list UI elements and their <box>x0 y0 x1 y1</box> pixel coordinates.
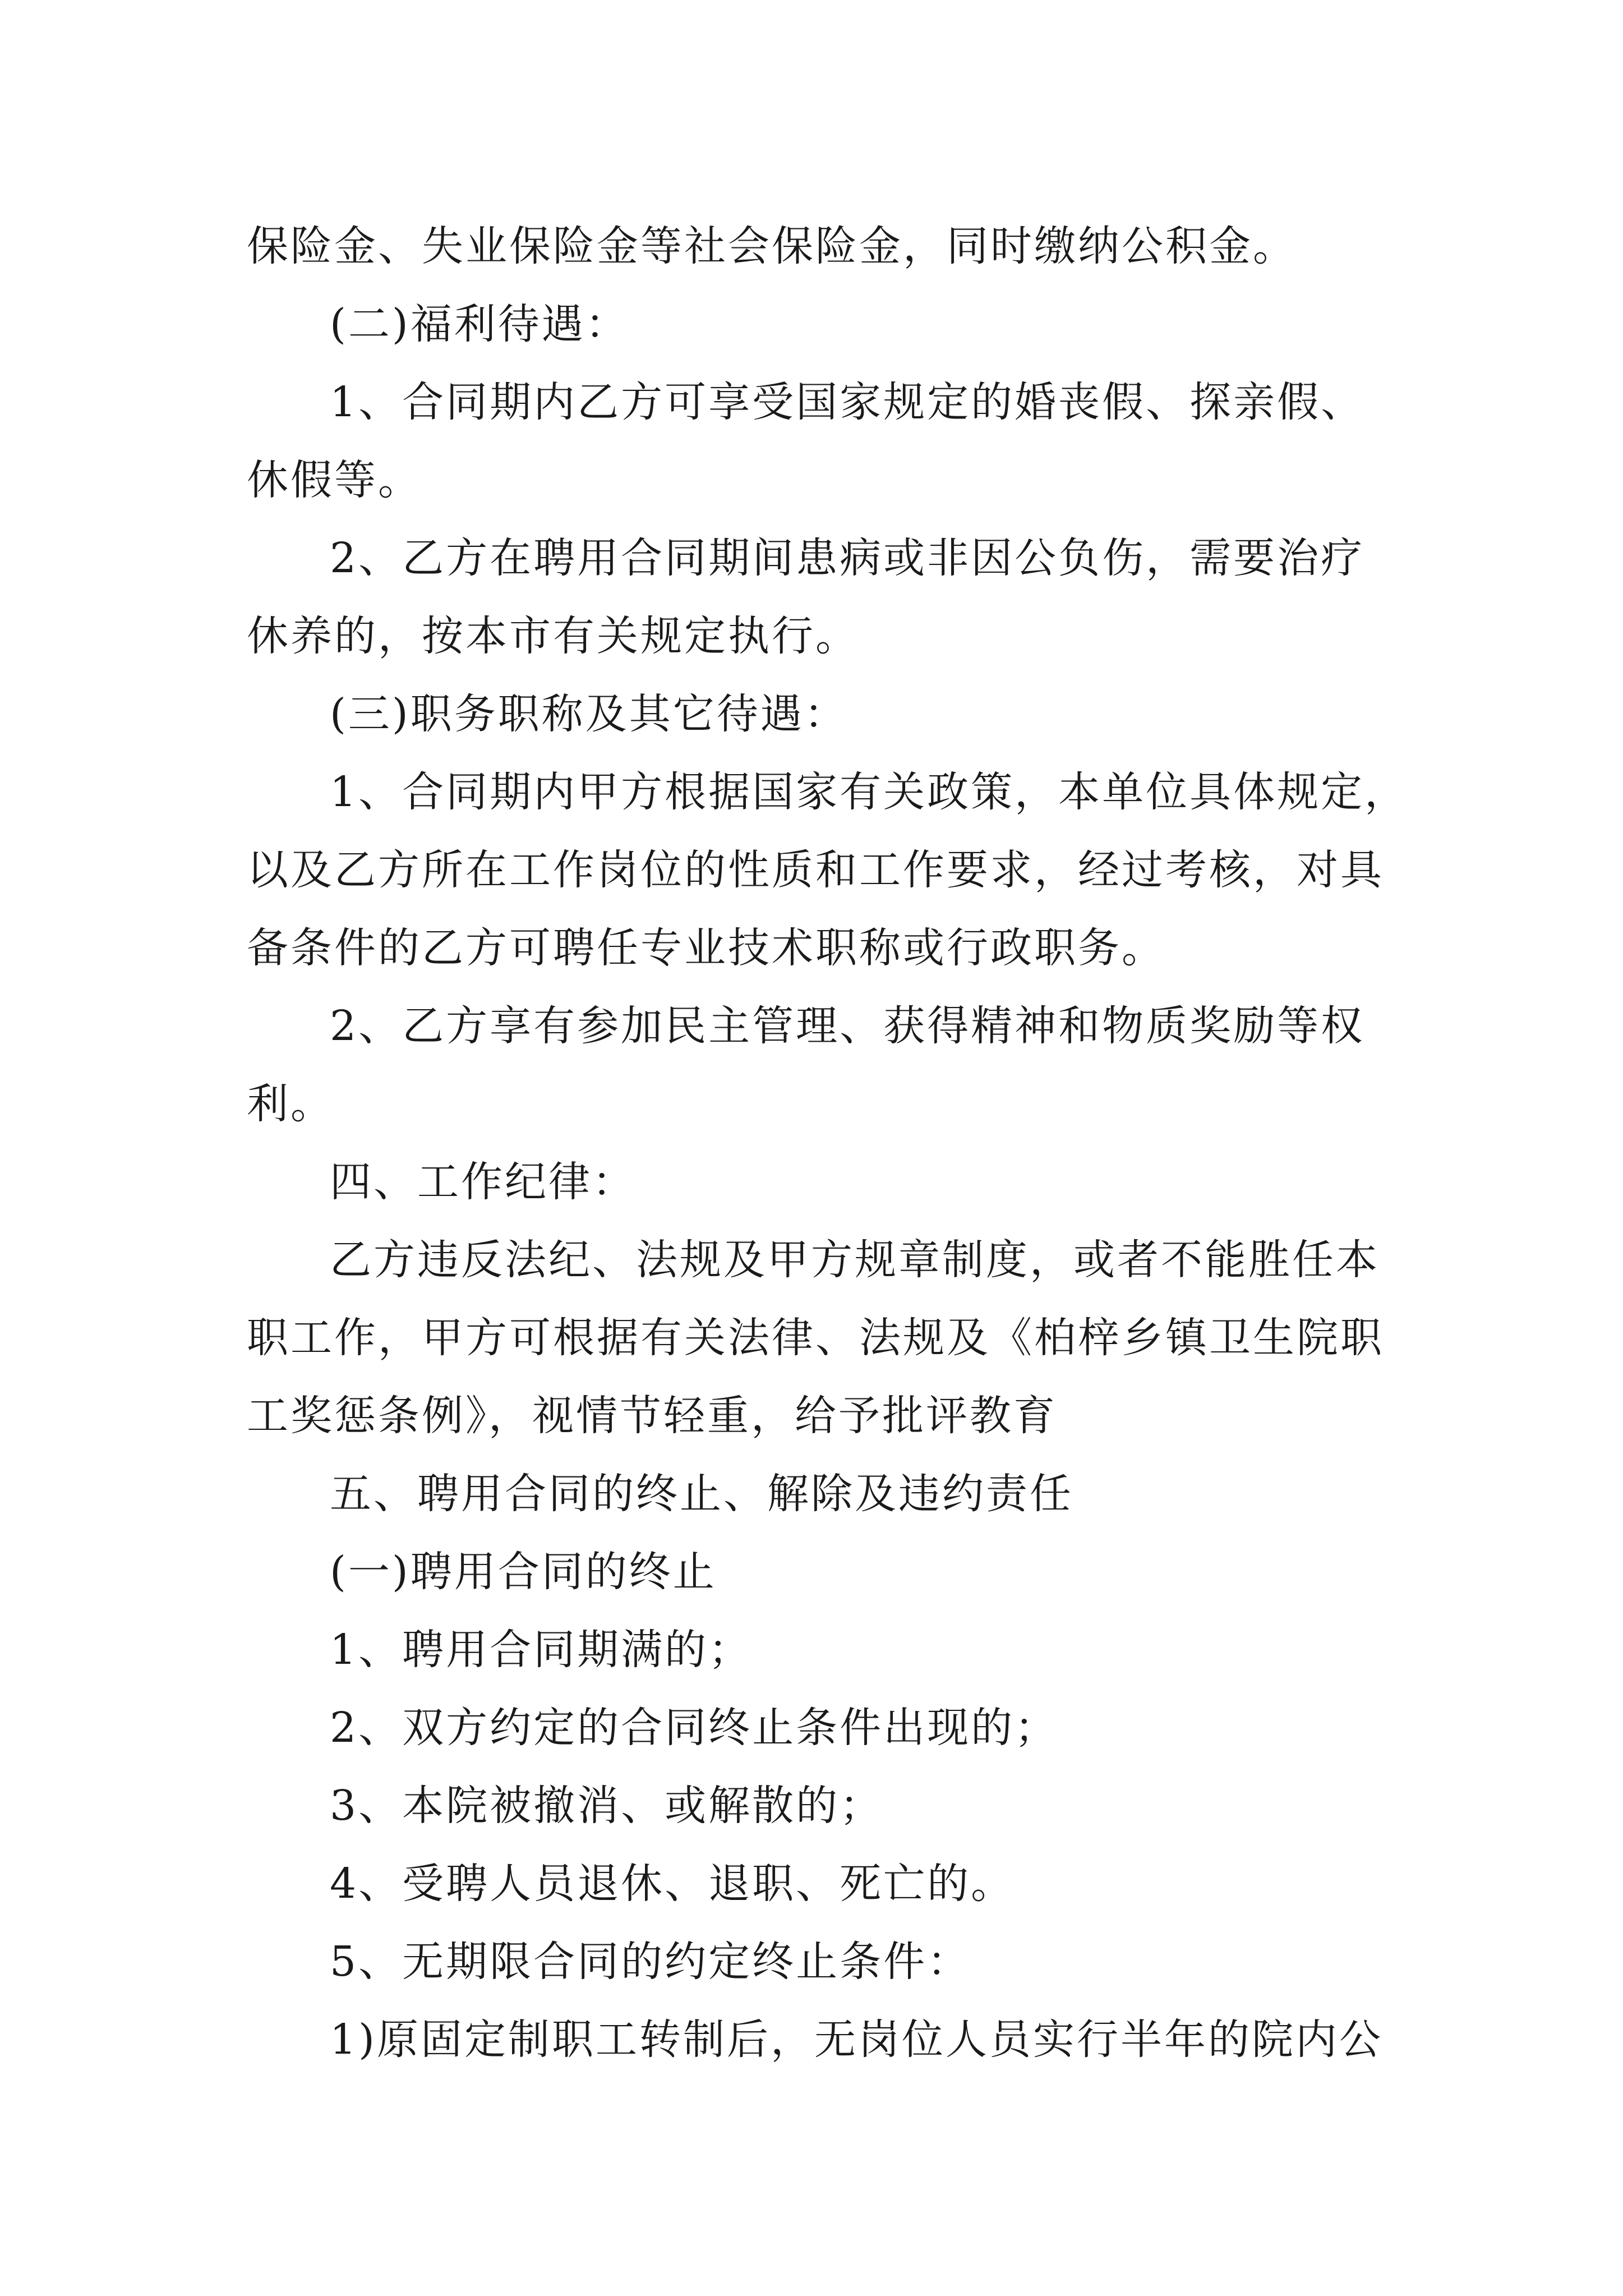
paragraph-line: 职工作，甲方可根据有关法律、法规及《柏梓乡镇卫生院职 <box>247 1314 1384 1362</box>
paragraph-line: 休养的，按本市有关规定执行。 <box>247 612 859 660</box>
paragraph-line: 2、乙方在聘用合同期间患病或非因公负伤，需要治疗 <box>330 534 1365 582</box>
paragraph-line: 四、工作纪律： <box>330 1158 636 1206</box>
paragraph-line: 1)原固定制职工转制后，无岗位人员实行半年的院内公 <box>330 2016 1383 2064</box>
paragraph-line: 五、聘用合同的终止、解除及违约责任 <box>330 1470 1073 1518</box>
paragraph-line: 备条件的乙方可聘任专业技术职称或行政职务。 <box>247 924 1165 972</box>
paragraph-line: 乙方违反法纪、法规及甲方规章制度，或者不能胜任本 <box>330 1236 1380 1284</box>
paragraph-line: 4、受聘人员退休、退职、死亡的。 <box>330 1860 1015 1908</box>
paragraph-line: 2、双方约定的合同终止条件出现的； <box>330 1704 1059 1752</box>
paragraph-line: (二)福利待遇： <box>330 300 629 348</box>
paragraph-line: 保险金、失业保险金等社会保险金，同时缴纳公积金。 <box>247 222 1297 270</box>
paragraph-line: 利。 <box>247 1080 334 1128</box>
paragraph-line: 2、乙方享有参加民主管理、获得精神和物质奖励等权 <box>330 1002 1365 1050</box>
document-body <box>247 208 1409 2079</box>
paragraph-line: 5、无期限合同的约定终止条件： <box>330 1938 971 1986</box>
paragraph-line: 1、合同期内甲方根据国家有关政策，本单位具体规定， <box>330 768 1409 816</box>
paragraph-line: (三)职务职称及其它待遇： <box>330 690 848 738</box>
paragraph-line: 工奖惩条例》，视情节轻重，给予批评教育 <box>247 1392 1057 1440</box>
paragraph-line: 休假等。 <box>247 456 422 504</box>
paragraph-line: 3、本院被撤消、或解散的； <box>330 1782 884 1830</box>
paragraph-line: 以及乙方所在工作岗位的性质和工作要求，经过考核，对具 <box>247 846 1384 894</box>
paragraph-line: 1、聘用合同期满的； <box>330 1626 753 1674</box>
paragraph-line: (一)聘用合同的终止 <box>330 1548 717 1596</box>
paragraph-line: 1、合同期内乙方可享受国家规定的婚丧假、探亲假、 <box>330 378 1365 426</box>
